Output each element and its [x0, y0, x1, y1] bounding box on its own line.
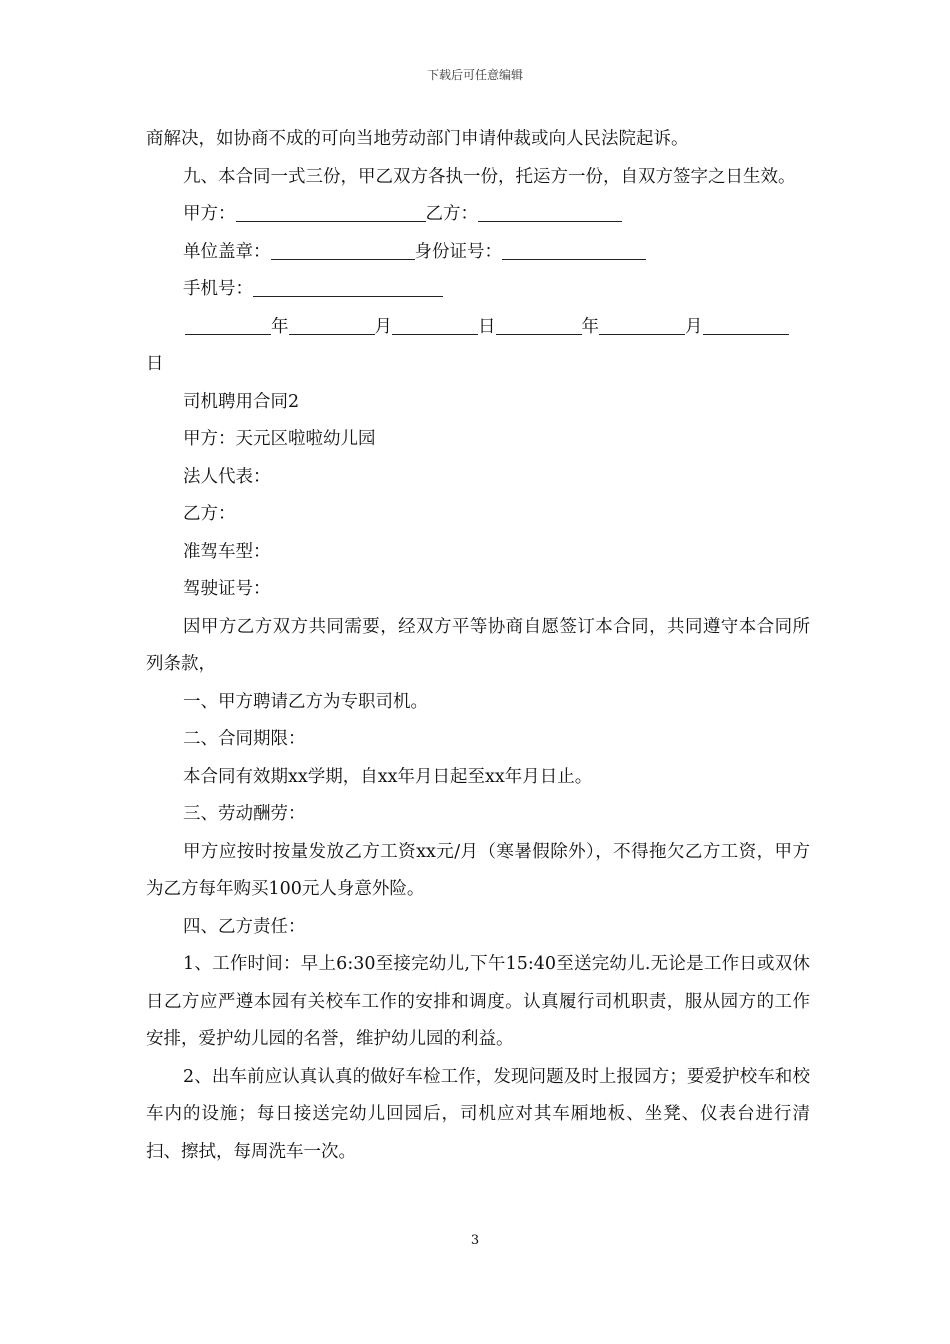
- month-label: 月: [685, 316, 703, 337]
- license-number-line: 驾驶证号：: [183, 579, 271, 599]
- month-label: 月: [374, 316, 392, 337]
- phone-line: [146, 271, 810, 309]
- party-a-label: 甲方：: [183, 204, 236, 224]
- paragraph-continuation: 商解决，如协商不成的可向当地劳动部门申请仲裁或向人民法院起诉。: [146, 129, 689, 149]
- phone-blank: [253, 276, 443, 297]
- seal-blank: [271, 239, 415, 260]
- year-label: 年: [581, 316, 599, 337]
- date-blank: [496, 314, 582, 335]
- day-label: 日: [478, 316, 496, 337]
- page-header: 下载后可任意编辑: [426, 68, 523, 82]
- party-a-blank: [236, 201, 426, 222]
- clause-four-item-1: 1、工作时间：早上6:30至接完幼儿,下午15:40至送完幼儿.无论是工作日或双休日乙方应严遵本园有关校车工作的安排和调度。认真履行司机职责，服从园方的工作安排，爱护幼儿园的名誉，维护幼儿园的利益。: [146, 954, 810, 1049]
- date-blank: [185, 314, 271, 335]
- date-line-end: 日: [146, 354, 164, 374]
- clause-four-item-2: 2、出车前应认真认真的做好车检工作，发现问题及时上报园方；要爱护校车和校车内的设施；每日接送完幼儿回园后，司机应对其车厢地板、坐凳、仪表台进行清扫、擦拭，每周洗车一次。: [146, 1066, 810, 1162]
- signature-line: [146, 196, 810, 234]
- seal-line: [146, 234, 810, 272]
- party-b-line: 乙方：: [183, 504, 236, 524]
- id-number-blank: [502, 239, 646, 260]
- page-number: 3: [470, 1233, 480, 1248]
- party-b-label: 乙方：: [425, 204, 478, 224]
- date-blank: [703, 314, 789, 335]
- clause-three-body: 甲方应按时按量发放乙方工资xx元/月（寒暑假除外），不得拖欠乙方工资，甲方为乙方每年购买100元人身意外险。: [146, 841, 810, 899]
- clause-three-heading: 三、劳动酬劳：: [183, 804, 306, 824]
- vehicle-type-line: 准驾车型：: [183, 541, 271, 562]
- date-line: [146, 309, 810, 347]
- clause-two-heading: 二、合同期限：: [183, 729, 306, 749]
- document-body: [146, 121, 810, 1171]
- date-blank: [289, 314, 375, 335]
- year-label: 年: [271, 316, 289, 337]
- intro-paragraph: 因甲方乙方双方共同需要，经双方平等协商自愿签订本合同，共同遵守本合同所列条款，: [146, 616, 810, 674]
- seal-label: 单位盖章：: [183, 241, 271, 262]
- date-blank: [599, 314, 685, 335]
- legal-rep-line: 法人代表：: [183, 466, 271, 487]
- phone-label: 手机号：: [183, 279, 253, 299]
- contract-title: 司机聘用合同2: [183, 391, 300, 412]
- date-blank: [392, 314, 478, 335]
- clause-one: 一、甲方聘请乙方为专职司机。: [183, 691, 428, 712]
- clause-four-heading: 四、乙方责任：: [183, 916, 306, 937]
- party-b-blank: [478, 201, 622, 222]
- clause-nine: 九、本合同一式三份，甲乙双方各执一份，托运方一份，自双方签字之日生效。: [183, 166, 796, 187]
- clause-two-body: 本合同有效期xx学期，自xx年月日起至xx年月日止。: [183, 766, 593, 787]
- id-number-label: 身份证号：: [414, 241, 502, 262]
- party-a-line: 甲方：天元区啦啦幼儿园: [183, 429, 376, 449]
